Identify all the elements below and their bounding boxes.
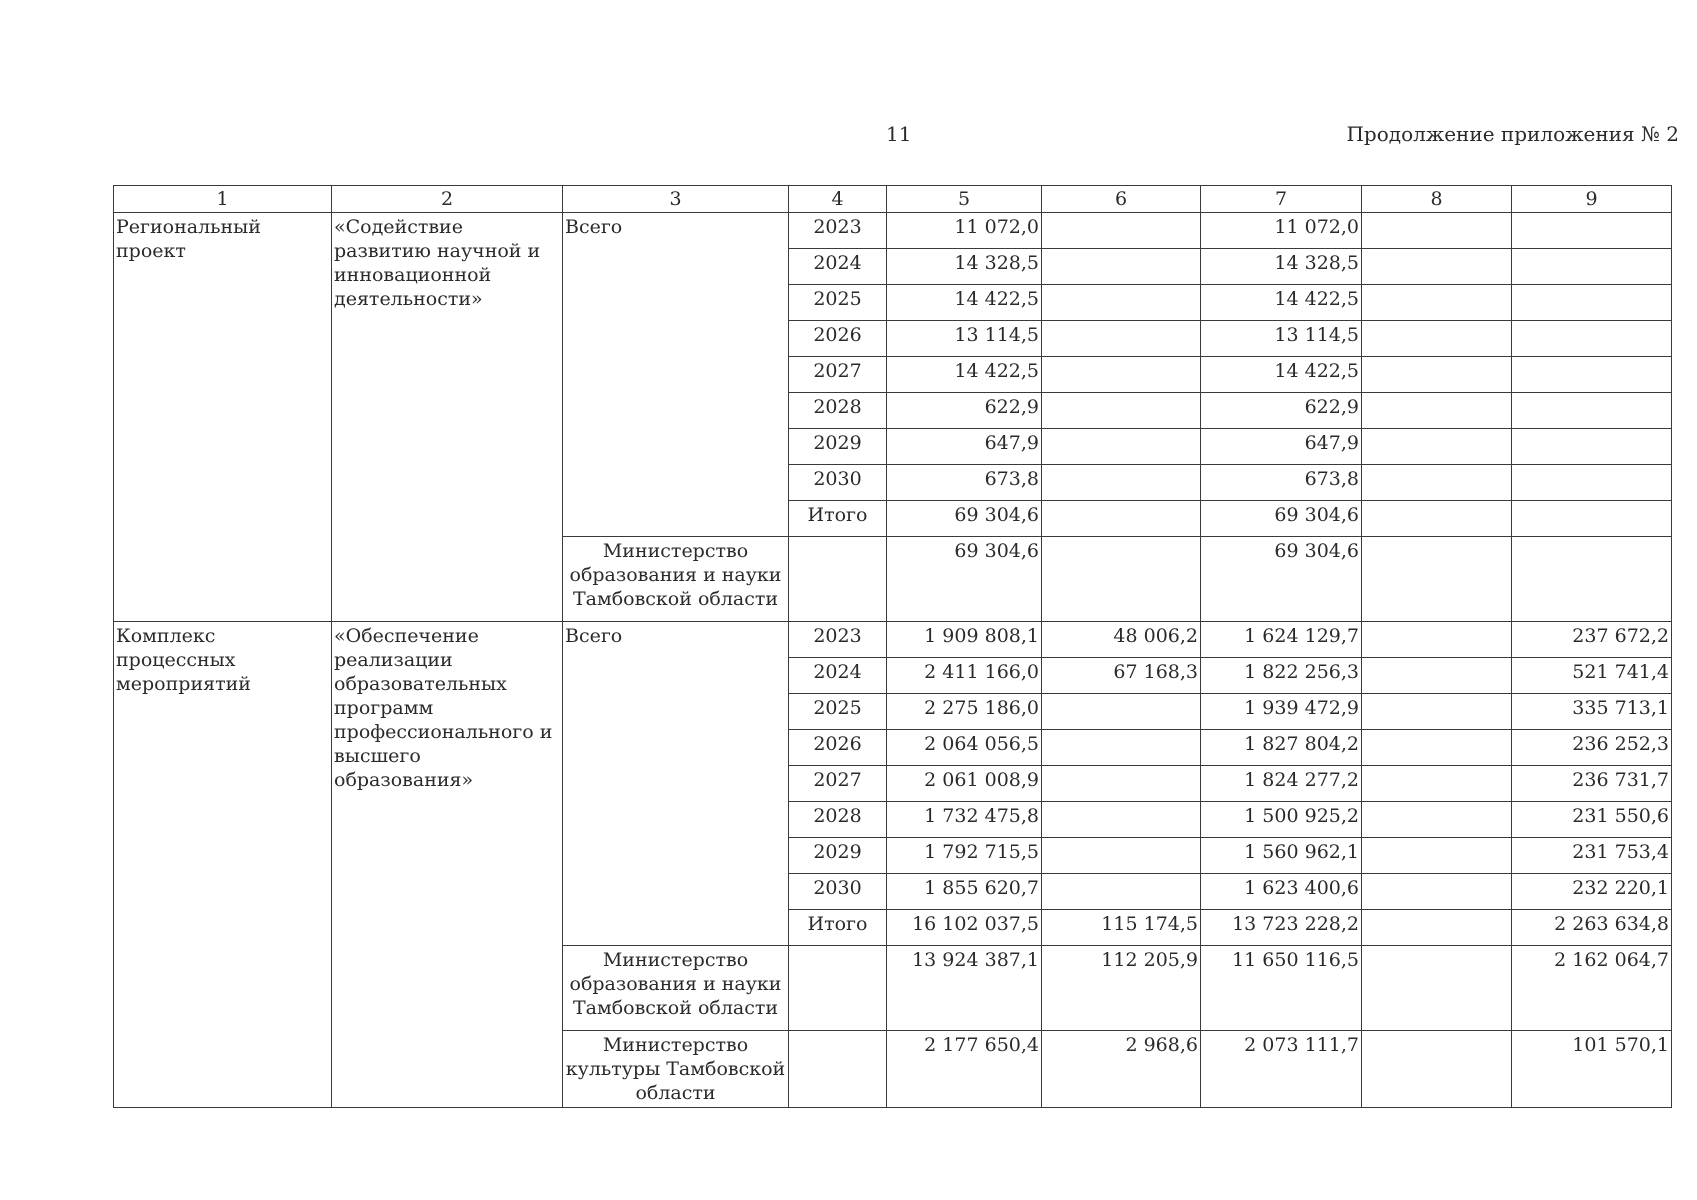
value-cell <box>1362 393 1512 429</box>
value-cell <box>1362 285 1512 321</box>
column-header: 6 <box>1042 186 1201 213</box>
year-cell: 2026 <box>789 730 887 766</box>
column-header: 7 <box>1201 186 1362 213</box>
value-cell: 236 731,7 <box>1512 766 1672 802</box>
year-cell <box>789 537 887 622</box>
year-cell: Итого <box>789 910 887 946</box>
value-cell <box>1512 393 1672 429</box>
value-cell <box>1362 622 1512 658</box>
value-cell: 647,9 <box>887 429 1042 465</box>
value-cell: 48 006,2 <box>1042 622 1201 658</box>
value-cell <box>1042 874 1201 910</box>
value-cell: 1 855 620,7 <box>887 874 1042 910</box>
year-cell: 2025 <box>789 694 887 730</box>
value-cell: 13 114,5 <box>887 321 1042 357</box>
column-header: 5 <box>887 186 1042 213</box>
value-cell <box>1362 802 1512 838</box>
value-cell: 14 422,5 <box>1201 285 1362 321</box>
value-cell: 13 924 387,1 <box>887 946 1042 1031</box>
value-cell <box>1042 694 1201 730</box>
source-name: Министерство образования и науки Тамбовской области <box>563 537 789 622</box>
value-cell <box>1042 393 1201 429</box>
value-cell: 14 422,5 <box>887 357 1042 393</box>
value-cell: 647,9 <box>1201 429 1362 465</box>
value-cell: 115 174,5 <box>1042 910 1201 946</box>
value-cell: 69 304,6 <box>1201 501 1362 537</box>
value-cell <box>1042 213 1201 249</box>
column-header: 1 <box>114 186 332 213</box>
value-cell <box>1042 357 1201 393</box>
value-cell: 69 304,6 <box>887 501 1042 537</box>
value-cell <box>1512 501 1672 537</box>
value-cell: 2 411 166,0 <box>887 658 1042 694</box>
value-cell <box>1362 213 1512 249</box>
value-cell <box>1042 766 1201 802</box>
value-cell: 1 560 962,1 <box>1201 838 1362 874</box>
value-cell: 67 168,3 <box>1042 658 1201 694</box>
column-header: 4 <box>789 186 887 213</box>
value-cell <box>1042 429 1201 465</box>
value-cell: 2 968,6 <box>1042 1031 1201 1108</box>
source-name: Министерство образования и науки Тамбовской области <box>563 946 789 1031</box>
value-cell <box>1362 501 1512 537</box>
source-name: Министерство культуры Тамбовской области <box>563 1031 789 1108</box>
value-cell <box>1362 910 1512 946</box>
year-cell: 2027 <box>789 766 887 802</box>
year-cell <box>789 1031 887 1108</box>
value-cell: 2 073 111,7 <box>1201 1031 1362 1108</box>
value-cell <box>1362 874 1512 910</box>
value-cell: 2 275 186,0 <box>887 694 1042 730</box>
value-cell <box>1042 802 1201 838</box>
value-cell: 2 061 008,9 <box>887 766 1042 802</box>
value-cell <box>1362 946 1512 1031</box>
value-cell: 14 328,5 <box>887 249 1042 285</box>
value-cell: 69 304,6 <box>887 537 1042 622</box>
value-cell <box>1042 838 1201 874</box>
value-cell <box>1512 249 1672 285</box>
value-cell: 521 741,4 <box>1512 658 1672 694</box>
value-cell: 673,8 <box>887 465 1042 501</box>
value-cell <box>1362 429 1512 465</box>
budget-table <box>113 185 1672 1108</box>
value-cell: 11 650 116,5 <box>1201 946 1362 1031</box>
section-type: Региональный проект <box>114 213 332 622</box>
value-cell: 16 102 037,5 <box>887 910 1042 946</box>
value-cell: 101 570,1 <box>1512 1031 1672 1108</box>
table-row <box>114 622 1672 658</box>
value-cell: 14 328,5 <box>1201 249 1362 285</box>
value-cell <box>1362 730 1512 766</box>
value-cell: 2 064 056,5 <box>887 730 1042 766</box>
value-cell <box>1512 357 1672 393</box>
year-cell <box>789 946 887 1031</box>
year-cell: 2030 <box>789 465 887 501</box>
table-row <box>114 213 1672 249</box>
value-cell: 69 304,6 <box>1201 537 1362 622</box>
value-cell <box>1512 537 1672 622</box>
year-cell: 2028 <box>789 393 887 429</box>
year-cell: 2028 <box>789 802 887 838</box>
value-cell <box>1512 213 1672 249</box>
value-cell: 622,9 <box>887 393 1042 429</box>
value-cell: 231 550,6 <box>1512 802 1672 838</box>
value-cell <box>1362 465 1512 501</box>
total-label: Всего <box>563 622 789 946</box>
value-cell: 1 500 925,2 <box>1201 802 1362 838</box>
column-header: 9 <box>1512 186 1672 213</box>
year-cell: Итого <box>789 501 887 537</box>
column-number-row <box>114 186 1672 213</box>
column-header: 8 <box>1362 186 1512 213</box>
value-cell: 622,9 <box>1201 393 1362 429</box>
value-cell: 335 713,1 <box>1512 694 1672 730</box>
value-cell: 14 422,5 <box>1201 357 1362 393</box>
section-name: «Обеспечение реализации образовательных программ профессионального и высшего образования» <box>332 622 563 1108</box>
value-cell: 1 623 400,6 <box>1201 874 1362 910</box>
value-cell: 13 114,5 <box>1201 321 1362 357</box>
value-cell: 11 072,0 <box>1201 213 1362 249</box>
total-label: Всего <box>563 213 789 537</box>
column-header: 2 <box>332 186 563 213</box>
year-cell: 2029 <box>789 429 887 465</box>
year-cell: 2024 <box>789 249 887 285</box>
value-cell: 11 072,0 <box>887 213 1042 249</box>
year-cell: 2024 <box>789 658 887 694</box>
value-cell <box>1042 285 1201 321</box>
value-cell: 1 822 256,3 <box>1201 658 1362 694</box>
value-cell <box>1512 429 1672 465</box>
value-cell: 2 162 064,7 <box>1512 946 1672 1031</box>
value-cell <box>1362 537 1512 622</box>
section-type: Комплекс процессных мероприятий <box>114 622 332 1108</box>
value-cell <box>1042 249 1201 285</box>
value-cell <box>1512 285 1672 321</box>
value-cell: 112 205,9 <box>1042 946 1201 1031</box>
value-cell <box>1362 357 1512 393</box>
value-cell <box>1362 321 1512 357</box>
value-cell <box>1512 321 1672 357</box>
value-cell <box>1042 537 1201 622</box>
year-cell: 2025 <box>789 285 887 321</box>
value-cell <box>1042 465 1201 501</box>
value-cell: 1 732 475,8 <box>887 802 1042 838</box>
value-cell <box>1512 465 1672 501</box>
value-cell <box>1362 249 1512 285</box>
value-cell: 14 422,5 <box>887 285 1042 321</box>
value-cell: 2 177 650,4 <box>887 1031 1042 1108</box>
page-header: Продолжение приложения № 2 <box>1346 122 1679 146</box>
year-cell: 2023 <box>789 213 887 249</box>
value-cell: 1 824 277,2 <box>1201 766 1362 802</box>
value-cell <box>1362 658 1512 694</box>
section-name: «Содействие развитию научной и инновационной деятельности» <box>332 213 563 622</box>
value-cell: 1 939 472,9 <box>1201 694 1362 730</box>
year-cell: 2027 <box>789 357 887 393</box>
column-header: 3 <box>563 186 789 213</box>
value-cell: 1 909 808,1 <box>887 622 1042 658</box>
value-cell <box>1042 501 1201 537</box>
value-cell <box>1042 321 1201 357</box>
year-cell: 2023 <box>789 622 887 658</box>
value-cell: 1 792 715,5 <box>887 838 1042 874</box>
year-cell: 2026 <box>789 321 887 357</box>
value-cell: 673,8 <box>1201 465 1362 501</box>
value-cell: 1 827 804,2 <box>1201 730 1362 766</box>
value-cell: 237 672,2 <box>1512 622 1672 658</box>
value-cell <box>1362 694 1512 730</box>
value-cell <box>1362 838 1512 874</box>
value-cell: 2 263 634,8 <box>1512 910 1672 946</box>
value-cell <box>1042 730 1201 766</box>
value-cell: 232 220,1 <box>1512 874 1672 910</box>
value-cell: 231 753,4 <box>1512 838 1672 874</box>
year-cell: 2030 <box>789 874 887 910</box>
year-cell: 2029 <box>789 838 887 874</box>
value-cell: 13 723 228,2 <box>1201 910 1362 946</box>
value-cell: 236 252,3 <box>1512 730 1672 766</box>
value-cell: 1 624 129,7 <box>1201 622 1362 658</box>
value-cell <box>1362 766 1512 802</box>
value-cell <box>1362 1031 1512 1108</box>
page-number: 11 <box>886 122 912 146</box>
